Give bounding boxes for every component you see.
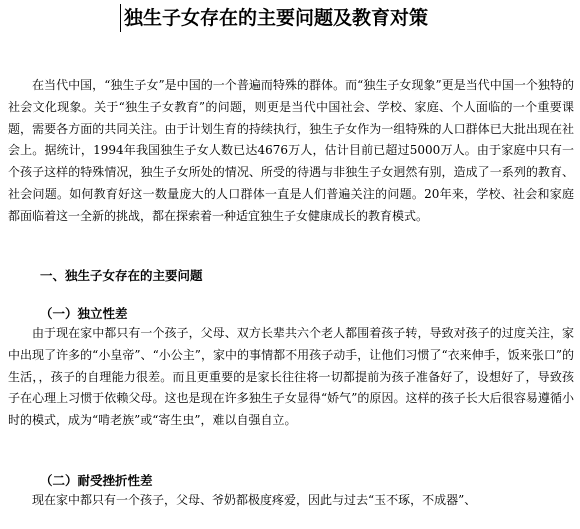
text-cursor xyxy=(120,4,121,32)
section-heading-main-problems: 一、独生子女存在的主要问题 xyxy=(40,268,203,283)
subsection-heading-frustration-tolerance: （二）耐受挫折性差 xyxy=(40,473,153,488)
document-title: 独生子女存在的主要问题及教育对策 xyxy=(124,7,429,29)
frustration-paragraph: 现在家中都只有一个孩子，父母、爷奶都极度疼爱，因此与过去“玉不琢，不成器”、 xyxy=(32,493,477,507)
intro-paragraph: 在当代中国，“独生子女”是中国的一个普遍而特殊的群体。而“独生子女现象”更是当代中国一个独特的社会文化现象。关于“独生子女教育”的问题，则更是当代中国社会、学校、家庭、个人面临的一个重要课题，需要各方面的共同关注。由于计划生育的持续执行，独生子女作为一组特殊的人口群体已大批出现在社会上。据统计，1994年我国独生子女人数已达4676万人，估计目前已超过5000万人。由于家庭中只有一个孩子这样的特殊情况，独生子女所处的情况、所受的待遇与非独生子女迥然有别，造成了一系列的教育、社会问题。如何教育好这一数量庞大的人口群体一直是人们普遍关注的问题。20年来，学校、社会和家庭都面临着这一全新的挑战，都在探索着一种适宜独生子女健康成长的教育模式。 xyxy=(8,78,574,223)
independence-paragraph: 由于现在家中都只有一个孩子，父母、双方长辈共六个老人都围着孩子转，导致对孩子的过度关注，家中出现了许多的“小皇帝”、“小公主”，家中的事情都不用孩子动手，让他们习惯了“衣来伸手，饭来张口”的生活，，孩子的自理能力很差。而且更重要的是家长往往将一切都提前为孩子准备好了，设想好了，导致孩子在心理上习惯于依赖父母。这也是现在许多独生子女显得“娇气”的原因。这样的孩子长大后很容易遵循小时的模式，成为“啃老族”或“寄生虫”，难以自强自立。 xyxy=(8,326,574,428)
subsection-heading-independence: （一）独立性差 xyxy=(40,306,128,321)
